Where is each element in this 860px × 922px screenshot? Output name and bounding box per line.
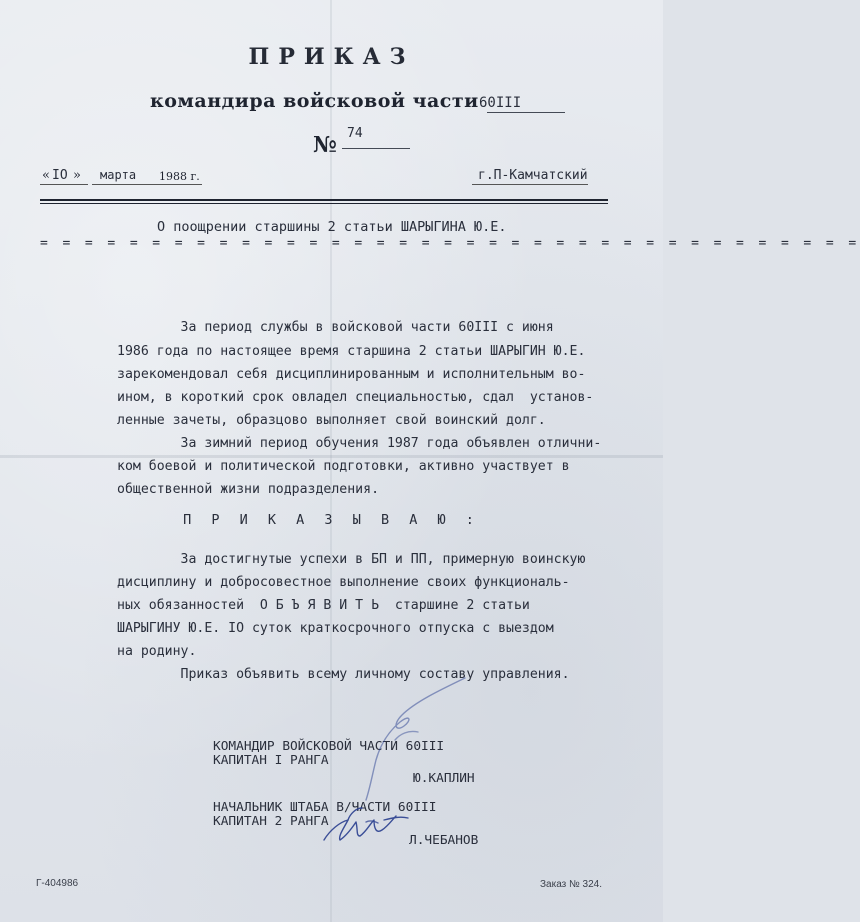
body-line: ленные зачеты, образцово выполняет свой воинский долг. [117,413,546,428]
date-quote-open: « [42,168,50,183]
order-line: дисциплину и добросовестное выполнение своих функциональ- [117,575,570,590]
handwritten-signatures [300,670,490,860]
form-code: Г-404986 [36,878,79,889]
city-underline [472,184,588,185]
date-month-underline [92,184,202,185]
order-line: ных обязанностей О Б Ъ Я В И Т Ь старшине 2 статьи [117,598,530,613]
document-subtitle: командира войсковой части [150,90,479,112]
order-number-value: 74 [347,126,363,141]
date-month: марта [100,168,137,182]
order-line: ШАРЫГИНУ Ю.Е. IO суток краткосрочного отпуска с выездом [117,621,554,636]
commander-rank: КАПИТАН I РАНГА [213,753,329,768]
order-subject: О поощрении старшины 2 статьи ШАРЫГИНА Ю.Е. [157,219,507,235]
document-title: ПРИКАЗ [248,44,415,70]
commander-title: КОМАНДИР ВОЙСКОВОЙ ЧАСТИ 60III [213,739,445,754]
date-day: IO [52,168,68,183]
date-day-underline [40,184,88,185]
order-line: на родину. [117,644,197,659]
body-line: За зимний период обучения 1987 года объявлен отлични- [117,436,602,451]
body-line: ком боевой и политической подготовки, активно участвует в [117,459,570,474]
commander-name: Ю.КАПЛИН [413,771,475,786]
city: г.П-Камчатский [478,168,588,183]
order-number-label: № [313,132,337,158]
order-line: За достигнутые успехи в БП и ПП, примерную воинскую [117,552,586,567]
subject-separator: = = = = = = = = = = = = = = = = = = = = = = = = = = = = = = = = = = = = = [40,236,860,251]
print-order-number: Заказ № 324. [540,879,602,890]
body-line: За период службы в войсковой части 60III с июня [117,320,554,335]
body-line: 1986 года по настоящее время старшина 2 статьи ШАРЫГИН Ю.Е. [117,344,586,359]
date-quote-close: » [73,168,81,183]
unit-number: 60III [479,95,522,111]
order-number-underline [342,148,410,149]
body-line: ином, в короткий срок овладел специальностью, сдал установ- [117,390,594,405]
order-line: Приказ объявить всему личному составу управления. [117,667,570,682]
unit-underline [487,112,565,113]
chief-of-staff-title: НАЧАЛЬНИК ШТАБА В/ЧАСТИ 60III [213,800,437,815]
header-rule-thick [40,199,608,201]
chief-of-staff-name: Л.ЧЕБАНОВ [409,833,479,848]
body-line: зарекомендовал себя дисциплинированным и исполнительным во- [117,367,586,382]
order-heading: П Р И К А З Ы В А Ю : [183,512,480,528]
body-line: общественной жизни подразделения. [117,482,380,497]
chief-of-staff-rank: КАПИТАН 2 РАНГА [213,814,329,829]
date-year: 1988 г. [159,170,200,183]
header-rule-thin [40,203,608,204]
